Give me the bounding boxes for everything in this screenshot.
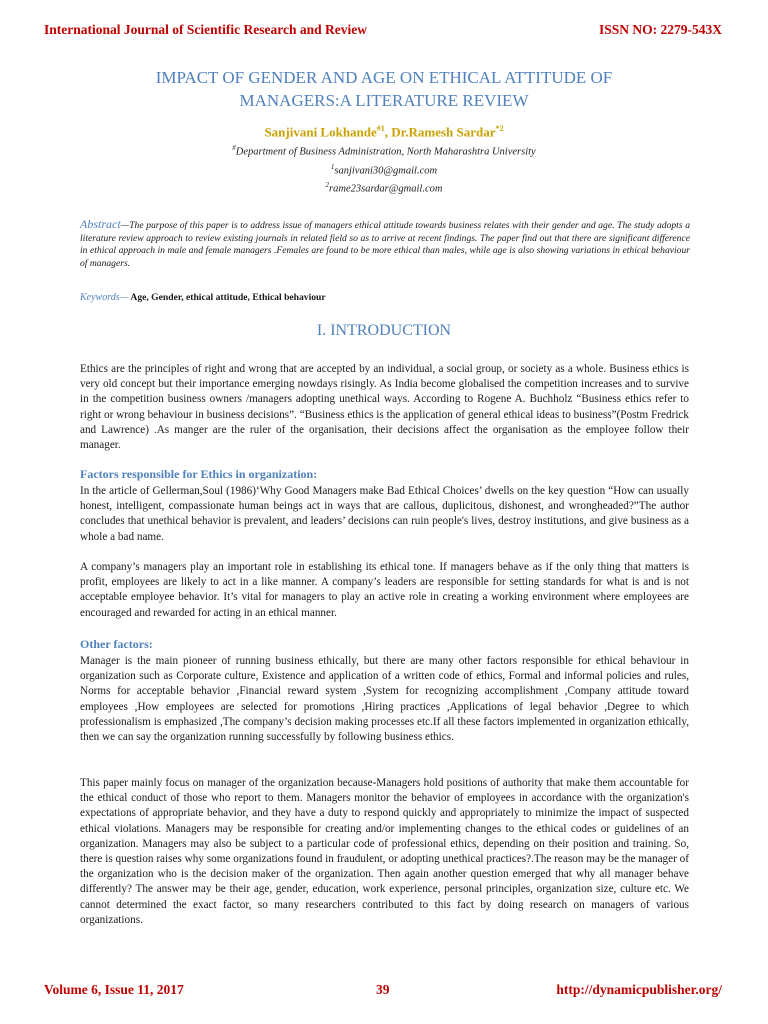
keywords-value: Age, Gender, ethical attitude, Ethical behaviour [128,292,326,303]
author-1-mark: #1 [376,124,385,133]
paragraph-intro: Ethics are the principles of right and wrong that are accepted by an individual, a social group, or society as a whole. Business ethics is very old concept but their importance emerging nowdays risingly. As India become globalised the competition increases and to survive in the competition business owners /managers adopting unethical ways. According to Rogene A. Buchholz “Business ethics refer to right or wrong behaviour in business decisions”. “Business ethics is the application of general ethical ideas to business”(Postm Fredrick and Lawrence) .As manger are the ruler of the organisation, their decisions affect the organisation as the employee follow their manager. [80,363,689,452]
subheading-factors: Factors responsible for Ethics in organization: [80,467,318,481]
author-2-mark: *2 [495,124,504,133]
page-number: 39 [376,982,390,997]
keywords [80,292,690,303]
paper-title [80,66,688,112]
paragraph-paper-focus: This paper mainly focus on manager of the organization because-Managers hold positions of authority that make them accountable for the ethical conduct of those who report to them. Managers monitor the behavior of employees in accordance with the organization's expectations of appropriate behavior, and they have a duty to respond quickly and appropriately to minimize the impact of suspected ethical violations. Managers may be responsible for creating and/or implementing changes to the ethical codes or guidelines of an organization. Managers may also be subject to a particular code of professional ethics, depending on their position and training. So, there is question raises why some organizations found in fraudulent, or adopting unethical practices?.The reason may be the manager of the organization who is the decision maker of the organization. Then again another question emerged that why all manager behave differently? The answer may be their age, gender, education, work experience, personal principles, organization size, culture etc. We cannot determined the exact factor, so many researchers contributed to this fact by doing research on managers of various organizations. [80,777,689,926]
journal-name: International Journal of Scientific Research and Review [44,22,367,37]
paragraph-gellerman: In the article of Gellerman,Soul (1986)‘Why Good Managers make Bad Ethical Choices’ dwells on the key question “How can usually honest, intelligent, compassionate human beings act in ways that are callous, duplicitous, dishonest, and wrongheaded?”The author concludes that unethical behavior is prevalent, and leaders’ decisions can ruin people's lives, destroy institutions, and give business as a whole a bad name. [80,485,689,543]
abstract [80,218,690,270]
abstract-label: Abstract [80,217,121,231]
author-separator: , [384,124,392,140]
volume-issue: Volume 6, Issue 11, 2017 [44,982,184,997]
author-2: Dr.Ramesh Sardar [391,124,496,140]
title-line-2: MANAGERS:A LITERATURE REVIEW [239,91,529,110]
keywords-label: Keywords— [80,292,129,303]
author-1: Sanjivani Lokhande [264,124,377,140]
paragraph-other-factors: Manager is the main pioneer of running business ethically, but there are many other factors responsible for ethical behaviour in organization such as Corporate culture, Existence and application of a written code of ethics, Formal and informal policies and rules, Norms for acceptable behavior ,Financial reward system ,System for recognizing accomplishment ,Company attitude toward employees ,How employees are selected for promotions ,Hiring practices ,Applications of legal behavior ,Degree to which professionalism is emphasized ,The company’s decision making processes etc.If all these factors implemented in organization ethically, then we can say the organization running successfully by following business ethics. [80,655,689,744]
subheading-other-factors: Other factors: [80,637,153,651]
email-1-mark: 1 [330,162,335,171]
dept-mark: # [232,144,236,152]
section-heading-introduction: I. INTRODUCTION [316,322,452,339]
affiliation-block [0,141,768,197]
publisher-url[interactable]: http://dynamicpublisher.org/ [556,982,722,997]
abstract-text: —The purpose of this paper is to address issue of managers ethical attitude towards business relates with their gender and age. The study adopts a literature review approach to review existing journals in related field so as to arrive at recent findings. The paper find out that there are significant difference in ethical approach in male and female managers .Females are found to be more ethical than males, while age is also showing variations in ethical behaviour of managers. [80,220,690,269]
issn-number: ISSN NO: 2279-543X [598,22,722,37]
email-2-mark: 2 [325,181,330,189]
department: Department of Business Administration, North Maharashtra University [235,146,536,158]
title-line-1: IMPACT OF GENDER AND AGE ON ETHICAL ATTITUDE OF [155,68,613,87]
email-2: rame23sardar@gmail.com [329,183,443,195]
paragraph-company-managers: A company’s managers play an important role in establishing its ethical tone. If managers behave as if the only thing that matters is profit, employees are likely to act in a like manner. A company’s leaders are responsible for setting standards for what is and is not acceptable employee behavior. It’s vital for managers to play an active role in creating a working environment where employees are encouraged and rewarded for acting in an ethical manner. [80,561,689,619]
email-1: sanjivani30@gmail.com [334,165,438,176]
author-list [0,124,768,140]
